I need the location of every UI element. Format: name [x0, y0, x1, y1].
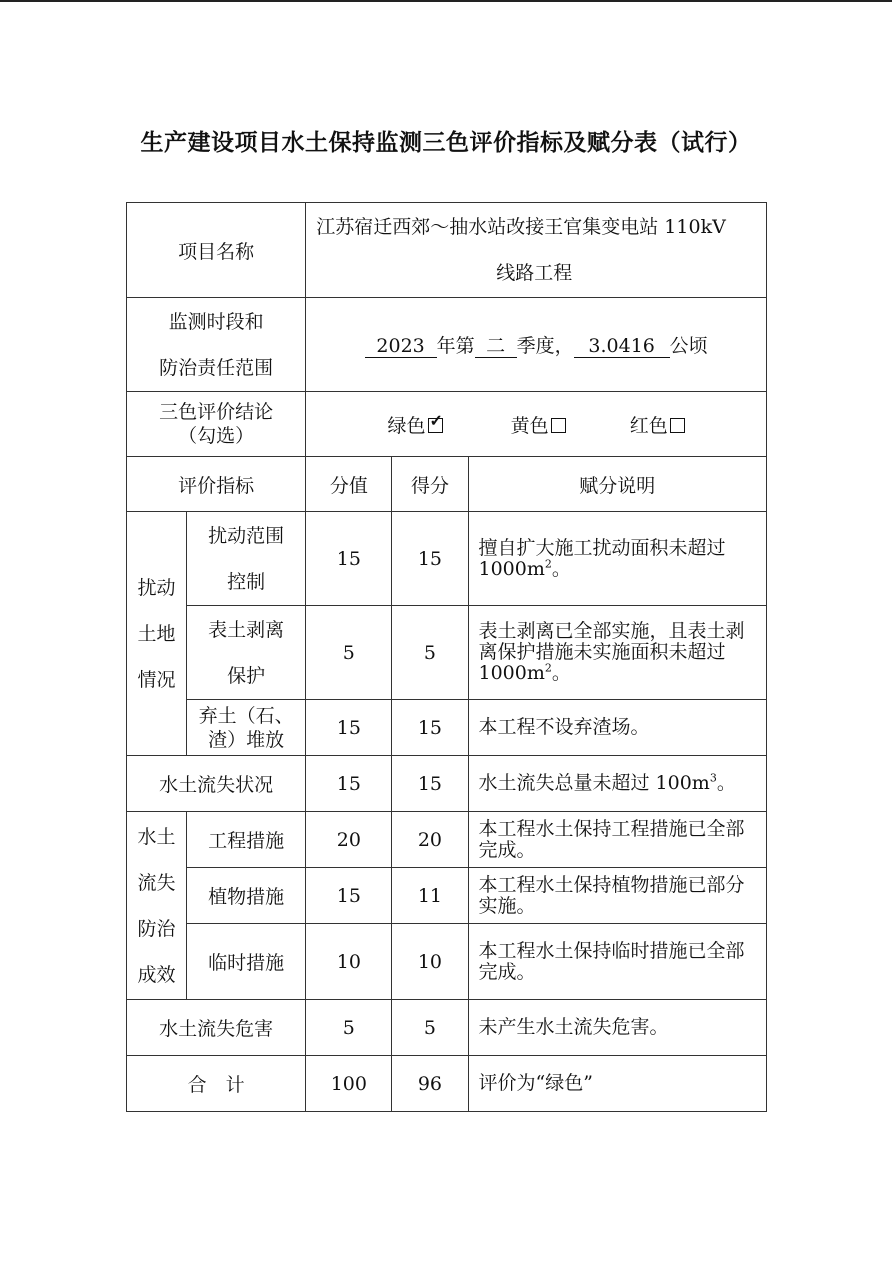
explain-cell: 本工程水土保持植物措施已部分实施。 — [468, 868, 767, 924]
superscript: 2 — [544, 557, 552, 571]
got-cell: 11 — [392, 868, 468, 924]
total-score: 100 — [306, 1056, 392, 1112]
period-year: 2023 — [365, 335, 437, 358]
document-title: 生产建设项目水土保持监测三色评价指标及赋分表（试行） — [140, 130, 752, 156]
explain-tail: 。 — [551, 662, 571, 684]
indicator-name-line1: 扰动范围 — [208, 524, 285, 547]
explain-cell — [468, 756, 767, 812]
explain-text: 擅自扩大施工扰动面积未超过1000m — [478, 536, 726, 580]
indicator-name: 临时措施 — [187, 924, 306, 1000]
period-label-line2: 防治责任范围 — [159, 356, 274, 379]
table-row — [127, 512, 767, 606]
indicator-name-line2: 渣）堆放 — [208, 728, 285, 751]
score-cell: 20 — [306, 812, 392, 868]
score-cell: 15 — [306, 512, 392, 606]
indicator-name-line1: 弃土（石、 — [198, 704, 294, 727]
group-disturbance: 扰动土地情况 — [127, 512, 187, 756]
indicator-name — [187, 606, 306, 700]
period-quarter: 二 — [475, 335, 517, 358]
period-label — [127, 298, 306, 392]
explain-text: 表土剥离已全部实施，且表土剥离保护措施未实施面积未超过 1000m — [478, 620, 745, 684]
got-cell: 15 — [392, 700, 468, 756]
project-name-line2: 线路工程 — [496, 262, 573, 284]
project-label: 项目名称 — [127, 203, 306, 298]
conclusion-label — [127, 392, 306, 457]
period-row — [127, 298, 767, 392]
period-area-unit: 公顷 — [669, 335, 708, 357]
total-explain: 评价为“绿色” — [468, 1056, 767, 1112]
score-cell: 15 — [306, 868, 392, 924]
header-got: 得分 — [392, 457, 468, 512]
explain-cell: 本工程水土保持临时措施已全部完成。 — [468, 924, 767, 1000]
table-row — [127, 1000, 767, 1056]
explain-cell: 本工程不设弃渣场。 — [468, 700, 767, 756]
table-row — [127, 756, 767, 812]
superscript: 2 — [544, 661, 552, 675]
explain-cell — [468, 606, 767, 700]
period-value — [306, 298, 767, 392]
indicator-name — [187, 700, 306, 756]
indicator-name: 水土流失危害 — [127, 1000, 306, 1056]
red-option-label: 红色 — [629, 414, 668, 437]
green-checkbox[interactable] — [428, 410, 443, 433]
table-row — [127, 606, 767, 700]
indicator-name: 工程措施 — [187, 812, 306, 868]
score-cell: 10 — [306, 924, 392, 1000]
conclusion-row — [127, 392, 767, 457]
table-row — [127, 868, 767, 924]
project-name — [306, 203, 767, 298]
explain-cell: 未产生水土流失危害。 — [468, 1000, 767, 1056]
period-quarter-suffix: 季度， — [516, 335, 574, 357]
period-area: 3.0416 — [574, 335, 670, 358]
got-cell: 15 — [392, 512, 468, 606]
indicator-name: 水土流失状况 — [127, 756, 306, 812]
page-top-border — [0, 0, 892, 2]
score-cell: 5 — [306, 1000, 392, 1056]
conclusion-label-line2: （勾选） — [178, 425, 255, 447]
yellow-option-label: 黄色 — [510, 414, 549, 437]
project-name-line1: 江苏宿迁西郊～抽水站改接王官集变电站 110kV — [316, 216, 726, 238]
explain-cell — [468, 512, 767, 606]
total-label: 合 计 — [127, 1056, 306, 1112]
evaluation-table — [126, 202, 767, 1112]
got-cell: 20 — [392, 812, 468, 868]
explain-text: 水土流失总量未超过 100m — [478, 772, 710, 794]
project-row — [127, 203, 767, 298]
conclusion-options — [306, 392, 767, 457]
period-year-suffix: 年第 — [436, 335, 475, 357]
indicator-name-line2: 保护 — [227, 664, 266, 687]
indicator-name — [187, 512, 306, 606]
checkmark-icon: ✓ — [429, 410, 443, 430]
table-row — [127, 812, 767, 868]
conclusion-label-line1: 三色评价结论 — [159, 401, 274, 423]
red-checkbox[interactable] — [670, 418, 685, 433]
indicator-name-line1: 表土剥离 — [208, 618, 285, 641]
got-cell: 5 — [392, 606, 468, 700]
indicator-name: 植物措施 — [187, 868, 306, 924]
superscript: 3 — [709, 771, 717, 785]
got-cell: 15 — [392, 756, 468, 812]
header-explain: 赋分说明 — [468, 457, 767, 512]
table-row — [127, 700, 767, 756]
period-label-line1: 监测时段和 — [168, 310, 264, 333]
table-row — [127, 924, 767, 1000]
explain-tail: 。 — [551, 557, 571, 580]
header-row — [127, 457, 767, 512]
group-prevention: 水土流失防治成效 — [127, 812, 187, 1000]
got-cell: 10 — [392, 924, 468, 1000]
score-cell: 15 — [306, 700, 392, 756]
score-cell: 5 — [306, 606, 392, 700]
explain-cell: 本工程水土保持工程措施已全部完成。 — [468, 812, 767, 868]
total-row — [127, 1056, 767, 1112]
header-indicator: 评价指标 — [127, 457, 306, 512]
header-score: 分值 — [306, 457, 392, 512]
explain-tail: 。 — [716, 772, 736, 794]
indicator-name-line2: 控制 — [227, 570, 266, 593]
score-cell: 15 — [306, 756, 392, 812]
got-cell: 5 — [392, 1000, 468, 1056]
green-option-label: 绿色 — [387, 414, 426, 437]
yellow-checkbox[interactable] — [551, 418, 566, 433]
total-got: 96 — [392, 1056, 468, 1112]
